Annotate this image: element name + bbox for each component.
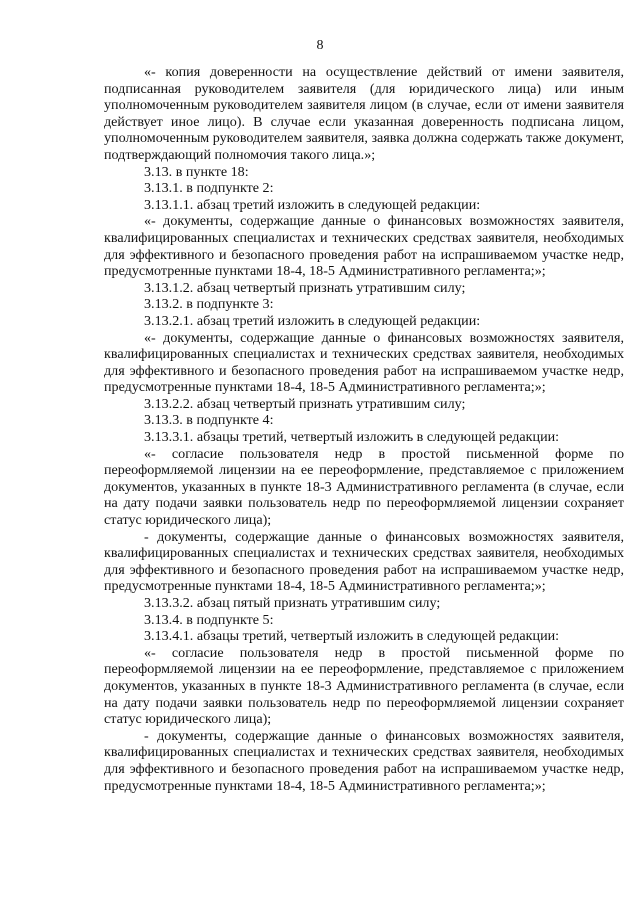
paragraph-financial-docs-4: - документы, содержащие данные о финансовых возможностях заявителя, квалифицированных специалистах и технических средствах заявителя, необходимых для эффективного и безопасного проведения работ на испрашиваемом участке недр, предусмотренные пунктами 18-4, 18-5 Административного регламента;»; — [104, 727, 624, 794]
paragraph-item-3-13: 3.13. в пункте 18: — [144, 163, 249, 180]
paragraph-financial-docs-1: «- документы, содержащие данные о финансовых возможностях заявителя, квалифицированных специалистах и технических средствах заявителя, необходимых для эффективного и безопасного проведения работ на испрашиваемом участке недр, предусмотренные пунктами 18-4, 18-5 Административного регламента;»; — [104, 213, 624, 280]
paragraph-item-3-13-1: 3.13.1. в подпункте 2: — [144, 180, 274, 197]
paragraph-item-3-13-2: 3.13.2. в подпункте 3: — [144, 296, 274, 313]
paragraph-item-3-13-2-1: 3.13.2.1. абзац третий изложить в следующей редакции: — [144, 312, 481, 329]
paragraph-item-3-13-2-2: 3.13.2.2. абзац четвертый признать утратившим силу; — [144, 395, 466, 412]
paragraph-item-3-13-4-1: 3.13.4.1. абзацы третий, четвертый изложить в следующей редакции: — [144, 628, 560, 645]
paragraph-item-3-13-3: 3.13.3. в подпункте 4: — [144, 412, 274, 429]
document-body — [104, 64, 624, 794]
paragraph-consent-1: «- согласие пользователя недр в простой письменной форме по переоформляемой лицензии на ее переоформление, представляемое с приложением документов, указанных в пункте 18-3 Административного регламента (в случае, если на дату подачи заявки пользователь недр по переоформляемой лицензии сохраняет статус юридического лица); — [104, 445, 624, 529]
paragraph-financial-docs-2: «- документы, содержащие данные о финансовых возможностях заявителя, квалифицированных специалистах и технических средствах заявителя, необходимых для эффективного и безопасного проведения работ на испрашиваемом участке недр, предусмотренные пунктами 18-4, 18-5 Административного регламента;»; — [104, 329, 624, 396]
paragraph-item-3-13-1-1: 3.13.1.1. абзац третий изложить в следующей редакции: — [144, 196, 481, 213]
paragraph-item-3-13-1-2: 3.13.1.2. абзац четвертый признать утратившим силу; — [144, 279, 466, 296]
paragraph-item-3-13-3-1: 3.13.3.1. абзацы третий, четвертый изложить в следующей редакции: — [144, 429, 560, 446]
paragraph-item-3-13-3-2: 3.13.3.2. абзац пятый признать утратившим силу; — [144, 595, 441, 611]
paragraph-financial-docs-3: - документы, содержащие данные о финансовых возможностях заявителя, квалифицированных специалистах и технических средствах заявителя, необходимых для эффективного и безопасного проведения работ на испрашиваемом участке недр, предусмотренные пунктами 18-4, 18-5 Административного регламента;»; — [104, 528, 624, 595]
paragraph-power-of-attorney: «- копия доверенности на осуществление действий от имени заявителя, подписанная руководителем заявителя (для юридического лица) или иным уполномоченным руководителем заявителя лицом (в случае, если от имени заявителя действует иное лицо). В случае если указанная доверенность подписана лицом, уполномоченным руководителем заявителя, заявка должна содержать также документ, подтверждающий полномочия такого лица.»; — [104, 64, 624, 163]
paragraph-item-3-13-4: 3.13.4. в подпункте 5: — [144, 611, 274, 628]
page-number: 8 — [316, 38, 324, 53]
paragraph-consent-2: «- согласие пользователя недр в простой письменной форме по переоформляемой лицензии на ее переоформление, представляемое с приложением документов, указанных в пункте 18-3 Административного регламента (в случае, если на дату подачи заявки пользователь недр по переоформляемой лицензии сохраняет статус юридического лица); — [104, 644, 624, 728]
